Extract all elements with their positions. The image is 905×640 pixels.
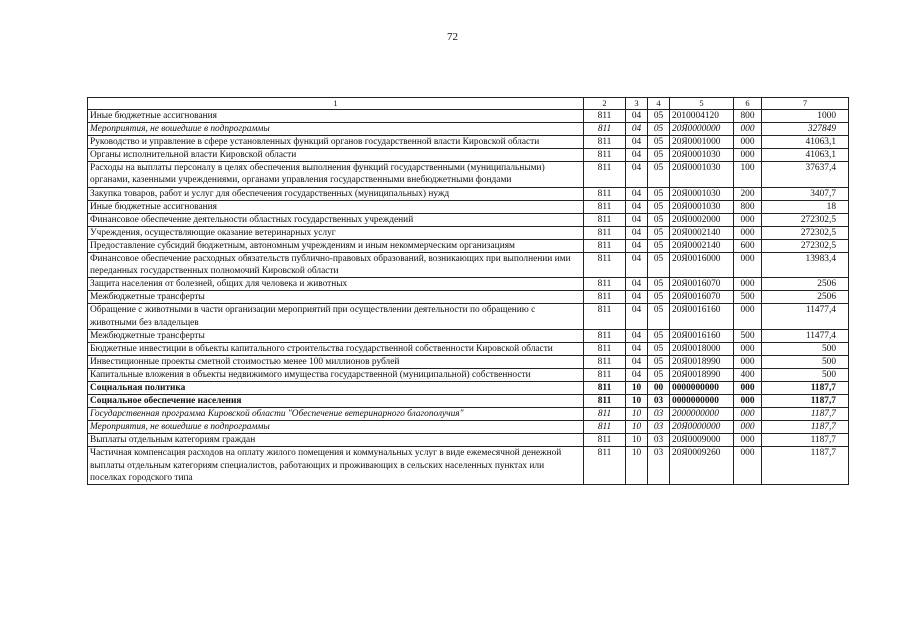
- section-cell: 10: [626, 395, 648, 408]
- target-item-cell: 20Я0016000: [670, 253, 734, 278]
- table-row: [88, 381, 849, 394]
- table-row: [88, 200, 849, 213]
- row-name-cell: Частичная компенсация расходов на оплату жилого помещения и коммунальных услуг в виде ежемесячной денежной выплаты отдельным категориям специалистов, работающих и проживающих в сельских населенных пунктах или поселках городского типа: [88, 447, 584, 484]
- row-name-cell: Иные бюджетные ассигнования: [88, 110, 584, 123]
- admin-code-cell: 811: [584, 213, 626, 226]
- target-item-cell: 20Я0018000: [670, 342, 734, 355]
- subsection-cell: 03: [648, 447, 670, 484]
- target-item-cell: 2000000000: [670, 408, 734, 421]
- target-item-cell: 20Я0018990: [670, 355, 734, 368]
- expense-type-cell: 000: [734, 342, 762, 355]
- expense-type-cell: 800: [734, 110, 762, 123]
- row-name-cell: Расходы на выплаты персоналу в целях обеспечения выполнения функций государственными (муниципальными) органами, казенными учреждениями, органами управления государственными внебюджетными фондами: [88, 162, 584, 187]
- expense-type-cell: 000: [734, 421, 762, 434]
- amount-cell: 272302,5: [762, 239, 849, 252]
- admin-code-cell: 811: [584, 408, 626, 421]
- subsection-cell: 03: [648, 408, 670, 421]
- admin-code-cell: 811: [584, 278, 626, 291]
- admin-code-cell: 811: [584, 368, 626, 381]
- table-row: [88, 342, 849, 355]
- section-cell: 04: [626, 226, 648, 239]
- amount-cell: 1187,7: [762, 395, 849, 408]
- admin-code-cell: 811: [584, 395, 626, 408]
- row-name-cell: Социальное обеспечение населения: [88, 395, 584, 408]
- table-row: [88, 187, 849, 200]
- target-item-cell: 20Я0001030: [670, 200, 734, 213]
- section-cell: 04: [626, 239, 648, 252]
- subsection-cell: 05: [648, 162, 670, 187]
- table-row: [88, 213, 849, 226]
- subsection-cell: 05: [648, 136, 670, 149]
- table-row: [88, 278, 849, 291]
- table-row: [88, 447, 849, 484]
- target-item-cell: 20Я0009260: [670, 447, 734, 484]
- row-name-cell: Обращение с животными в части организации мероприятий при осуществлении деятельности по обращению с животными без владельцев: [88, 304, 584, 329]
- section-cell: 04: [626, 136, 648, 149]
- admin-code-cell: 811: [584, 200, 626, 213]
- subsection-cell: 05: [648, 187, 670, 200]
- section-cell: 04: [626, 342, 648, 355]
- subsection-cell: 05: [648, 226, 670, 239]
- row-name-cell: Защита населения от болезней, общих для человека и животных: [88, 278, 584, 291]
- subsection-cell: 05: [648, 329, 670, 342]
- header-cell: 7: [762, 98, 849, 110]
- table-row: [88, 253, 849, 278]
- amount-cell: 2506: [762, 291, 849, 304]
- admin-code-cell: 811: [584, 253, 626, 278]
- expense-type-cell: 000: [734, 304, 762, 329]
- subsection-cell: 05: [648, 149, 670, 162]
- expense-type-cell: 000: [734, 355, 762, 368]
- amount-cell: 1187,7: [762, 447, 849, 484]
- table-row: [88, 304, 849, 329]
- table-row: [88, 226, 849, 239]
- table-row: [88, 110, 849, 123]
- amount-cell: 11477,4: [762, 304, 849, 329]
- subsection-cell: 05: [648, 291, 670, 304]
- section-cell: 04: [626, 253, 648, 278]
- budget-table: [87, 97, 849, 485]
- admin-code-cell: 811: [584, 239, 626, 252]
- expense-type-cell: 000: [734, 381, 762, 394]
- expense-type-cell: 000: [734, 123, 762, 136]
- row-name-cell: Закупка товаров, работ и услуг для обеспечения государственных (муниципальных) нужд: [88, 187, 584, 200]
- admin-code-cell: 811: [584, 123, 626, 136]
- admin-code-cell: 811: [584, 381, 626, 394]
- row-name-cell: Инвестиционные проекты сметной стоимостью менее 100 миллионов рублей: [88, 355, 584, 368]
- admin-code-cell: 811: [584, 291, 626, 304]
- target-item-cell: 20Я0000000: [670, 123, 734, 136]
- header-cell: 6: [734, 98, 762, 110]
- target-item-cell: 20Я0000000: [670, 421, 734, 434]
- admin-code-cell: 811: [584, 149, 626, 162]
- target-item-cell: 20Я0016070: [670, 291, 734, 304]
- section-cell: 04: [626, 123, 648, 136]
- section-cell: 04: [626, 355, 648, 368]
- table-row: [88, 239, 849, 252]
- admin-code-cell: 811: [584, 447, 626, 484]
- amount-cell: 1000: [762, 110, 849, 123]
- row-name-cell: Межбюджетные трансферты: [88, 291, 584, 304]
- target-item-cell: 20Я0002140: [670, 239, 734, 252]
- target-item-cell: 20Я0001030: [670, 149, 734, 162]
- admin-code-cell: 811: [584, 162, 626, 187]
- row-name-cell: Мероприятия, не вошедшие в подпрограммы: [88, 421, 584, 434]
- expense-type-cell: 000: [734, 434, 762, 447]
- expense-type-cell: 000: [734, 226, 762, 239]
- section-cell: 04: [626, 329, 648, 342]
- table-row: [88, 408, 849, 421]
- section-cell: 04: [626, 291, 648, 304]
- subsection-cell: 00: [648, 381, 670, 394]
- row-name-cell: Руководство и управление в сфере установленных функций органов государственной власти Кировской области: [88, 136, 584, 149]
- header-cell: 2: [584, 98, 626, 110]
- amount-cell: 13983,4: [762, 253, 849, 278]
- section-cell: 04: [626, 368, 648, 381]
- subsection-cell: 05: [648, 123, 670, 136]
- section-cell: 10: [626, 421, 648, 434]
- section-cell: 04: [626, 278, 648, 291]
- admin-code-cell: 811: [584, 329, 626, 342]
- section-cell: 04: [626, 149, 648, 162]
- target-item-cell: 20Я0001030: [670, 162, 734, 187]
- expense-type-cell: 000: [734, 213, 762, 226]
- admin-code-cell: 811: [584, 421, 626, 434]
- row-name-cell: Мероприятия, не вошедшие в подпрограммы: [88, 123, 584, 136]
- header-cell: 1: [88, 98, 584, 110]
- target-item-cell: 0000000000: [670, 381, 734, 394]
- target-item-cell: 20Я0016070: [670, 278, 734, 291]
- table-row: [88, 368, 849, 381]
- amount-cell: 1187,7: [762, 421, 849, 434]
- expense-type-cell: 000: [734, 395, 762, 408]
- section-cell: 04: [626, 110, 648, 123]
- target-item-cell: 20Я0002140: [670, 226, 734, 239]
- subsection-cell: 05: [648, 253, 670, 278]
- table-row: [88, 329, 849, 342]
- target-item-cell: 20Я0009000: [670, 434, 734, 447]
- target-item-cell: 20Я0016160: [670, 304, 734, 329]
- section-cell: 10: [626, 447, 648, 484]
- subsection-cell: 05: [648, 342, 670, 355]
- row-name-cell: Предоставление субсидий бюджетным, автономным учреждениям и иным некоммерческим организациям: [88, 239, 584, 252]
- admin-code-cell: 811: [584, 136, 626, 149]
- expense-type-cell: 000: [734, 149, 762, 162]
- admin-code-cell: 811: [584, 342, 626, 355]
- subsection-cell: 03: [648, 434, 670, 447]
- amount-cell: 41063,1: [762, 136, 849, 149]
- amount-cell: 500: [762, 342, 849, 355]
- table-row: [88, 355, 849, 368]
- subsection-cell: 03: [648, 395, 670, 408]
- amount-cell: 2506: [762, 278, 849, 291]
- table-header-row: [88, 98, 849, 110]
- target-item-cell: 20Я0016160: [670, 329, 734, 342]
- section-cell: 10: [626, 408, 648, 421]
- table-row: [88, 395, 849, 408]
- amount-cell: 272302,5: [762, 213, 849, 226]
- target-item-cell: 2010004120: [670, 110, 734, 123]
- admin-code-cell: 811: [584, 110, 626, 123]
- admin-code-cell: 811: [584, 434, 626, 447]
- section-cell: 04: [626, 187, 648, 200]
- expense-type-cell: 000: [734, 447, 762, 484]
- target-item-cell: 20Я0001000: [670, 136, 734, 149]
- expense-type-cell: 600: [734, 239, 762, 252]
- table-row: [88, 136, 849, 149]
- target-item-cell: 0000000000: [670, 395, 734, 408]
- row-name-cell: Иные бюджетные ассигнования: [88, 200, 584, 213]
- row-name-cell: Межбюджетные трансферты: [88, 329, 584, 342]
- admin-code-cell: 811: [584, 226, 626, 239]
- expense-type-cell: 500: [734, 329, 762, 342]
- expense-type-cell: 000: [734, 408, 762, 421]
- admin-code-cell: 811: [584, 187, 626, 200]
- expense-type-cell: 000: [734, 253, 762, 278]
- amount-cell: 1187,7: [762, 434, 849, 447]
- admin-code-cell: 811: [584, 304, 626, 329]
- expense-type-cell: 500: [734, 291, 762, 304]
- header-cell: 3: [626, 98, 648, 110]
- header-cell: 4: [648, 98, 670, 110]
- table-row: [88, 291, 849, 304]
- row-name-cell: Капитальные вложения в объекты недвижимого имущества государственной (муниципальной) собственности: [88, 368, 584, 381]
- row-name-cell: Бюджетные инвестиции в объекты капитального строительства государственной собственности Кировской области: [88, 342, 584, 355]
- amount-cell: 1187,7: [762, 381, 849, 394]
- row-name-cell: Учреждения, осуществляющие оказание ветеринарных услуг: [88, 226, 584, 239]
- expense-type-cell: 200: [734, 187, 762, 200]
- amount-cell: 18: [762, 200, 849, 213]
- target-item-cell: 20Я0018990: [670, 368, 734, 381]
- subsection-cell: 05: [648, 213, 670, 226]
- table-row: [88, 434, 849, 447]
- section-cell: 10: [626, 381, 648, 394]
- amount-cell: 500: [762, 368, 849, 381]
- admin-code-cell: 811: [584, 355, 626, 368]
- section-cell: 04: [626, 304, 648, 329]
- section-cell: 04: [626, 162, 648, 187]
- subsection-cell: 05: [648, 368, 670, 381]
- table-row: [88, 149, 849, 162]
- expense-type-cell: 800: [734, 200, 762, 213]
- amount-cell: 500: [762, 355, 849, 368]
- header-cell: 5: [670, 98, 734, 110]
- target-item-cell: 20Я0001030: [670, 187, 734, 200]
- amount-cell: 37637,4: [762, 162, 849, 187]
- subsection-cell: 05: [648, 110, 670, 123]
- row-name-cell: Финансовое обеспечение деятельности областных государственных учреждений: [88, 213, 584, 226]
- row-name-cell: Государственная программа Кировской области "Обеспечение ветеринарного благополучия": [88, 408, 584, 421]
- subsection-cell: 05: [648, 355, 670, 368]
- page-number: 72: [447, 31, 458, 43]
- row-name-cell: Социальная политика: [88, 381, 584, 394]
- expense-type-cell: 000: [734, 136, 762, 149]
- amount-cell: 327849: [762, 123, 849, 136]
- section-cell: 04: [626, 213, 648, 226]
- row-name-cell: Финансовое обеспечение расходных обязательств публично-правовых образований, возникающих при выполнении ими переданных государственных полномочий Кировской области: [88, 253, 584, 278]
- section-cell: 04: [626, 200, 648, 213]
- section-cell: 10: [626, 434, 648, 447]
- amount-cell: 1187,7: [762, 408, 849, 421]
- subsection-cell: 05: [648, 239, 670, 252]
- amount-cell: 41063,1: [762, 149, 849, 162]
- row-name-cell: Выплаты отдельным категориям граждан: [88, 434, 584, 447]
- expense-type-cell: 100: [734, 162, 762, 187]
- expense-type-cell: 400: [734, 368, 762, 381]
- subsection-cell: 05: [648, 304, 670, 329]
- subsection-cell: 03: [648, 421, 670, 434]
- row-name-cell: Органы исполнительной власти Кировской области: [88, 149, 584, 162]
- subsection-cell: 05: [648, 278, 670, 291]
- table-row: [88, 421, 849, 434]
- table-row: [88, 123, 849, 136]
- subsection-cell: 05: [648, 200, 670, 213]
- amount-cell: 11477,4: [762, 329, 849, 342]
- table-row: [88, 162, 849, 187]
- amount-cell: 3407,7: [762, 187, 849, 200]
- target-item-cell: 20Я0002000: [670, 213, 734, 226]
- expense-type-cell: 000: [734, 278, 762, 291]
- amount-cell: 272302,5: [762, 226, 849, 239]
